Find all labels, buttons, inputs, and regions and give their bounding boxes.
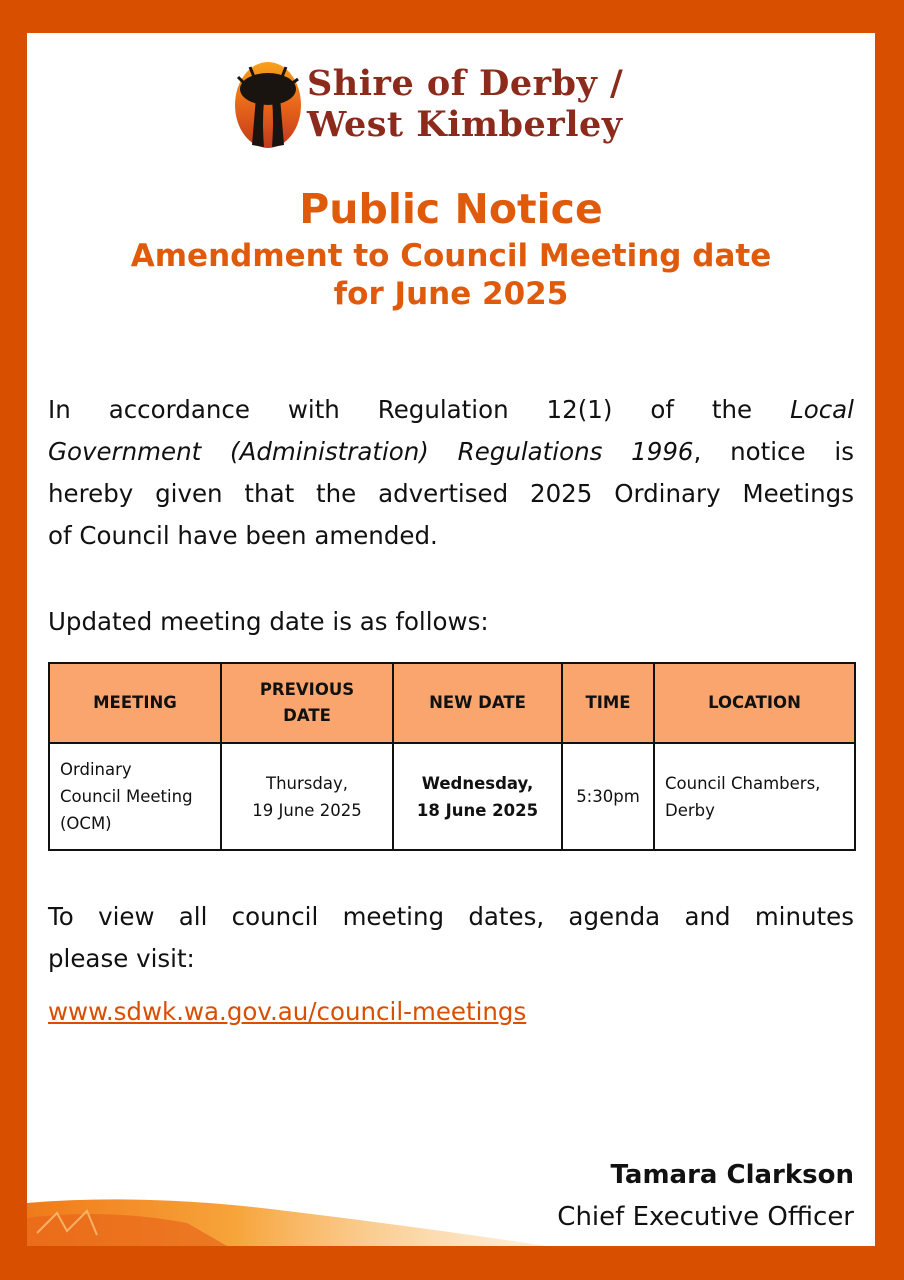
logo-line-1: Shire of Derby /: [307, 63, 624, 104]
intro-italic-2: Government (Administration) Regulations 1996: [48, 437, 694, 466]
cell-previous-date: [221, 743, 393, 850]
intro-text-1: In accordance with Regulation 12(1) of the: [48, 395, 791, 424]
intro-line-2: [48, 431, 854, 473]
cell-new-l2: 18 June 2025: [416, 800, 539, 820]
intro-paragraph: [48, 389, 854, 557]
council-meetings-link[interactable]: www.sdwk.wa.gov.au/council-meetings: [48, 997, 527, 1026]
cell-meeting: [49, 743, 221, 850]
intro-line-3: hereby given that the advertised 2025 Ordinary Meetings: [48, 479, 854, 508]
cell-location-l1: Council Chambers,: [665, 773, 821, 793]
view-meetings-paragraph: [48, 896, 854, 980]
header-previous-date-l2: DATE: [283, 706, 331, 725]
view-line-1: To view all council meeting dates, agenda and minutes: [48, 902, 854, 931]
cell-previous-l1: Thursday,: [266, 773, 348, 793]
notice-subtitle-line-2: for June 2025: [333, 276, 569, 312]
logo-wordmark: [307, 63, 623, 145]
boab-tree-logo-icon: [234, 61, 302, 149]
cell-new-date: [393, 743, 562, 850]
intro-line-1: [48, 389, 854, 431]
header-new-date: NEW DATE: [393, 663, 562, 743]
header-previous-date: [221, 663, 393, 743]
header-meeting: MEETING: [49, 663, 221, 743]
notice-page: [27, 33, 875, 1246]
cell-location-l2: Derby: [665, 800, 715, 820]
intro-italic-1: Local: [790, 395, 854, 424]
intro-text-2: , notice is: [693, 437, 854, 466]
meeting-schedule-table: [48, 662, 856, 851]
cell-meeting-l3: (OCM): [60, 814, 112, 833]
header-location: LOCATION: [654, 663, 855, 743]
header-time: TIME: [562, 663, 654, 743]
notice-title: Public Notice: [299, 185, 603, 233]
table-header-row: [49, 663, 855, 743]
cell-time: 5:30pm: [562, 743, 654, 850]
cell-meeting-l2: Council Meeting: [60, 787, 193, 806]
cell-location: [654, 743, 855, 850]
cell-meeting-l1: Ordinary: [60, 760, 132, 779]
updated-date-text: Updated meeting date is as follows:: [48, 607, 489, 636]
cell-new-l1: Wednesday,: [421, 773, 534, 793]
signatory-title: Chief Executive Officer: [557, 1202, 854, 1232]
shire-logo: [234, 61, 654, 151]
intro-line-4: of Council have been amended.: [48, 521, 438, 550]
cell-previous-l2: 19 June 2025: [252, 800, 362, 820]
view-line-2: please visit:: [48, 944, 195, 973]
header-previous-date-l1: PREVIOUS: [259, 680, 355, 699]
signatory-name: Tamara Clarkson: [610, 1160, 854, 1190]
notice-subtitle-line-1: Amendment to Council Meeting date: [130, 238, 772, 274]
logo-line-2: West Kimberley: [307, 104, 623, 145]
table-row: [49, 743, 855, 850]
